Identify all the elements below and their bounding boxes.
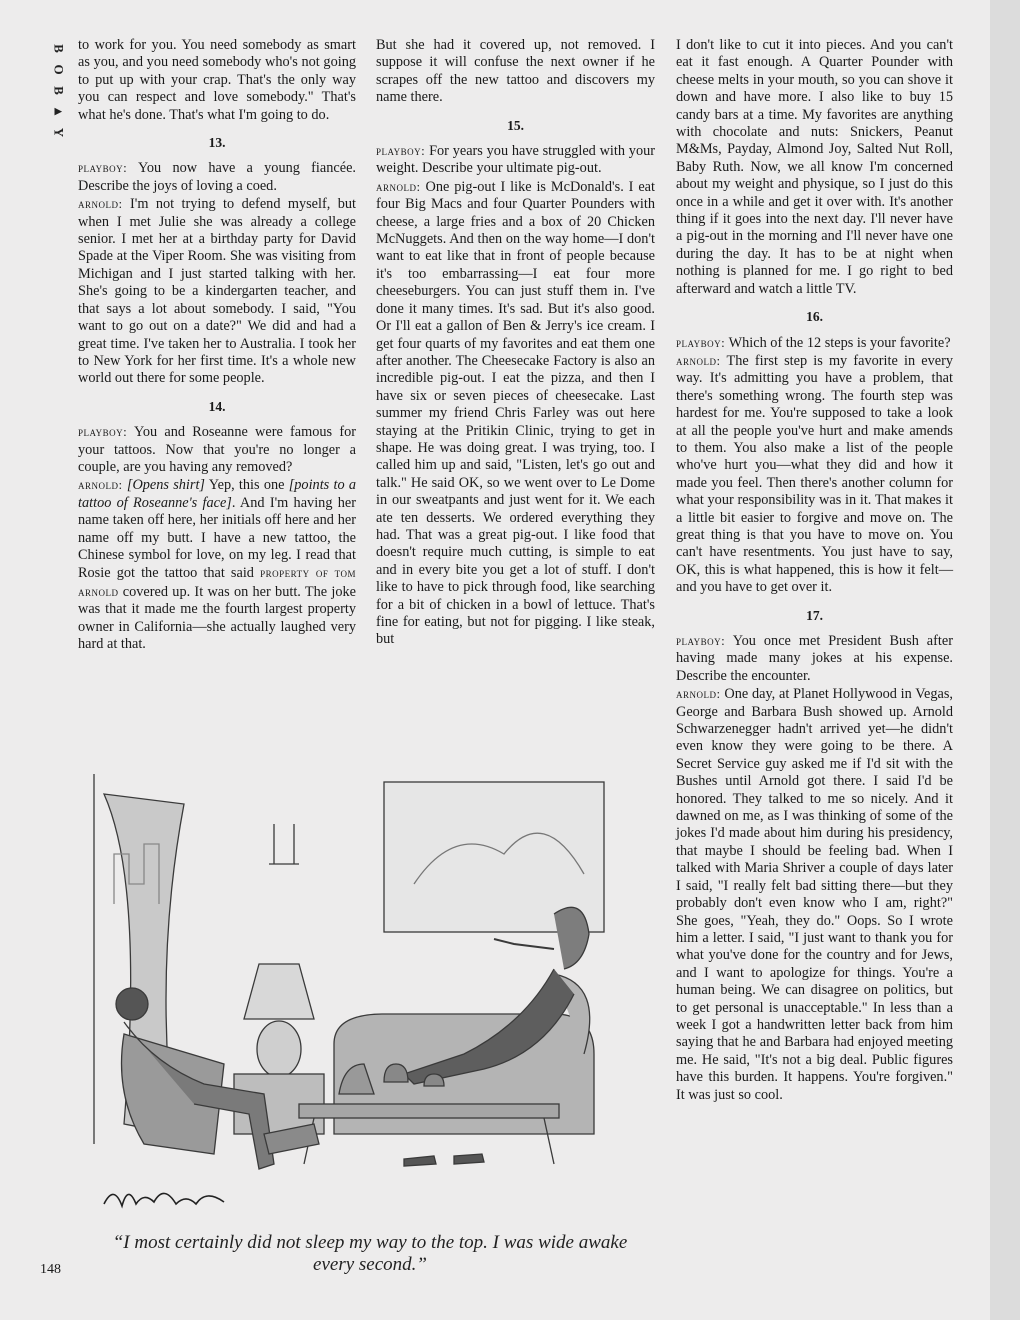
question-number: 15. — [507, 117, 524, 133]
answer — [676, 685, 953, 1104]
question — [376, 142, 655, 178]
column-1 — [78, 37, 356, 653]
tattoo-text: property of tom arnold — [78, 565, 357, 599]
paragraph: to work for you. You need somebody as smart as you, and you need somebody who's not going to put up with your crap. That's the only way you can respect and love somebody." That's what he's done. That's what I'm going to do. — [78, 37, 356, 123]
answer-text: I'm not trying to defend myself, but when I met Julie she was already a college senior. I met her at a birthday party for David Spade at the Viper Room. She was visiting from Michigan and I just started talking with her. She's going to be a kindergarten teacher, and that says a lot about somebody. I said, "You want to go out on a date?" We did and had a great time. I've taken her to Australia. I took her to New York for her first time. It's a whole new world out there for some people. — [78, 196, 356, 387]
question-text: You now have a young fiancée. Describe the joys of loving a coed. — [78, 160, 356, 194]
page-number: 148 — [40, 1262, 61, 1277]
paragraph: But she had it covered up, not removed. I suppose it will confuse the next owner if he scrapes off the new tattoo and discovers my name there. — [376, 37, 655, 106]
question-text: For years you have struggled with your weight. Describe your ultimate pig-out. — [376, 143, 655, 177]
speaker-label: playboy: — [676, 633, 726, 648]
question — [676, 334, 953, 352]
question — [676, 632, 953, 685]
question-text: You and Roseanne were famous for your tattoos. Now that you're no longer a couple, are you having any removed? — [78, 424, 356, 475]
column-2 — [376, 37, 655, 649]
speaker-label: arnold: — [676, 686, 721, 702]
speaker-label: playboy: — [376, 143, 426, 159]
answer — [78, 476, 356, 653]
answer-text: Yep, this one — [205, 477, 289, 494]
question-number: 17. — [806, 607, 823, 623]
question — [78, 423, 356, 476]
answer-text: One day, at Planet Hollywood in Vegas, George and Barbara Bush showed up. Arnold Schwarzenegger hadn't arrived yet—he didn't even know they were going to be there. A Secret Service guy asked me if I'd sit with the Bushes until Arnold got there. I said I'd be honored. They talked to me so nicely. And it dawned on me, as I was thinking of some of the jokes I'd made about him during his presidency, that maybe I should be feeling bad. When I talked with Maria Shriver a couple of days later I said, "I really felt bad sitting there—but they probably don't even know who I am, right?" She goes, "Yeah, they do." Oops. So I wrote him a letter. I said, "I just want to thank you for what you've done for the country and for Jews, and I want to apologize for things. You're a human being. We can disagree on politics, but to get personal is unacceptable." In less than a week I got a handwritten letter back from him saying that he and Barbara had enjoyed meeting me. He said, "It's not a big deal. Public figures have this burden. It happens. You're forgiven." It was just so cool. — [676, 686, 953, 1103]
column-3 — [676, 37, 953, 1104]
answer — [78, 195, 356, 387]
answer-text: . And I'm having her name taken off here, her initials off here and her name off my butt. I have a new tattoo, the Chinese symbol for love, on my leg. I read that Rosie got the tattoo that said — [78, 494, 356, 582]
speaker-label: playboy: — [676, 334, 726, 350]
question-number: 14. — [208, 398, 226, 414]
stage-direction: [points to a tattoo of Roseanne's face] — [78, 477, 356, 511]
speaker-label: playboy: — [78, 160, 128, 176]
page-edge — [990, 0, 1020, 1320]
cartoon-illustration — [84, 764, 654, 1224]
vertical-logo: B O B ▲ Y — [51, 44, 67, 138]
speaker-label: playboy: — [78, 424, 128, 440]
speaker-label: arnold: — [676, 352, 721, 368]
answer — [376, 178, 655, 649]
question — [78, 159, 356, 195]
cartoon-caption: “I most certainly did not sleep my way to the top. I was wide awake every second.” — [112, 1232, 628, 1275]
speaker-label: arnold: — [78, 477, 123, 493]
speaker-label: arnold: — [376, 178, 421, 194]
question-text: You once met President Bush after having made many jokes at his expense. Describe the encounter. — [676, 633, 953, 684]
speaker-label: arnold: — [78, 196, 123, 212]
question-number: 13. — [208, 135, 226, 151]
answer-text: One pig-out I like is McDonald's. I eat four Big Macs and four Quarter Pounders with cheese, a large fries and a box of 20 Chicken McNuggets. And then on the way home—I don't want to eat like that in front of people because it's too embarrassing—I eat four more cheeseburgers. You can just stuff them in. I've done it many times. It's sad. But it's also good. Or I'll eat a gallon of Ben & Jerry's ice cream. I get four quarts of my favorites and eat them one after another. The Cheesecake Factory is also an incredible pig-out. I eat the pizza, and then I have six or seven pieces of cheesecake. Last summer my friend Chris Farley was out here staying at the Pritikin Clinic, trying to get in shape. He was doing great. I was trying, too. I called him up and said, "Listen, let's go out and talk." He said OK, so we went over to Le Dome in our sweatpants and just went for it. We each ate ten desserts. We ordered everything they had. That was a great pig-out. I like food that doesn't require much cutting, is simple to eat and in every bite you get a lot of stuff. I don't like to have to pick through food, like searching for a bit of chicken in a bowl of lettuce. That's fine for eating, but not for pigging. I like steak, but — [376, 178, 655, 648]
paragraph: I don't like to cut it into pieces. And you can't eat it fast enough. A Quarter Pounder with cheese melts in your mouth, so you can shove it down and have more. I also like to buy 15 candy bars at a time. My favorites are anything with chocolate and nuts: Snickers, Peanut M&Ms, Payday, Almond Joy, Salted Nut Roll, Baby Ruth. Now, we all know I'm concerned about my weight and physique, so I just do this once in a while and get it over with. It's another thing if it goes into the next day. I'll never have a pig-out in the morning and I'll never have one during the day. It has to be at night when nothing is planned for me. I go right to bed afterward and watch a little TV. — [676, 37, 953, 297]
answer-text: covered up. It was on her butt. The joke was that it made me the fourth largest property owner in California—she actually laughed very hard at that. — [78, 583, 356, 652]
question-text: Which of the 12 steps is your favorite? — [725, 334, 951, 351]
question-number: 16. — [806, 309, 823, 325]
answer-text: The first step is my favorite in every way. It's admitting you have a problem, that there's something wrong. The fourth step was hardest for me. You're supposed to take a look at all the people you've hurt and make amends to them. You also make a list of the people who've hurt you—what they did and how it made you feel. Then there's another column for what your responsibility was in it. That makes it a little bit easier to forgive and move on. The great thing is that you have to move on. You can't have resentments. You just have to say, OK, this is what happened, this is how it felt—and you have to get over it. — [676, 352, 953, 596]
answer — [676, 352, 953, 597]
stage-direction: [Opens shirt] — [126, 477, 205, 494]
